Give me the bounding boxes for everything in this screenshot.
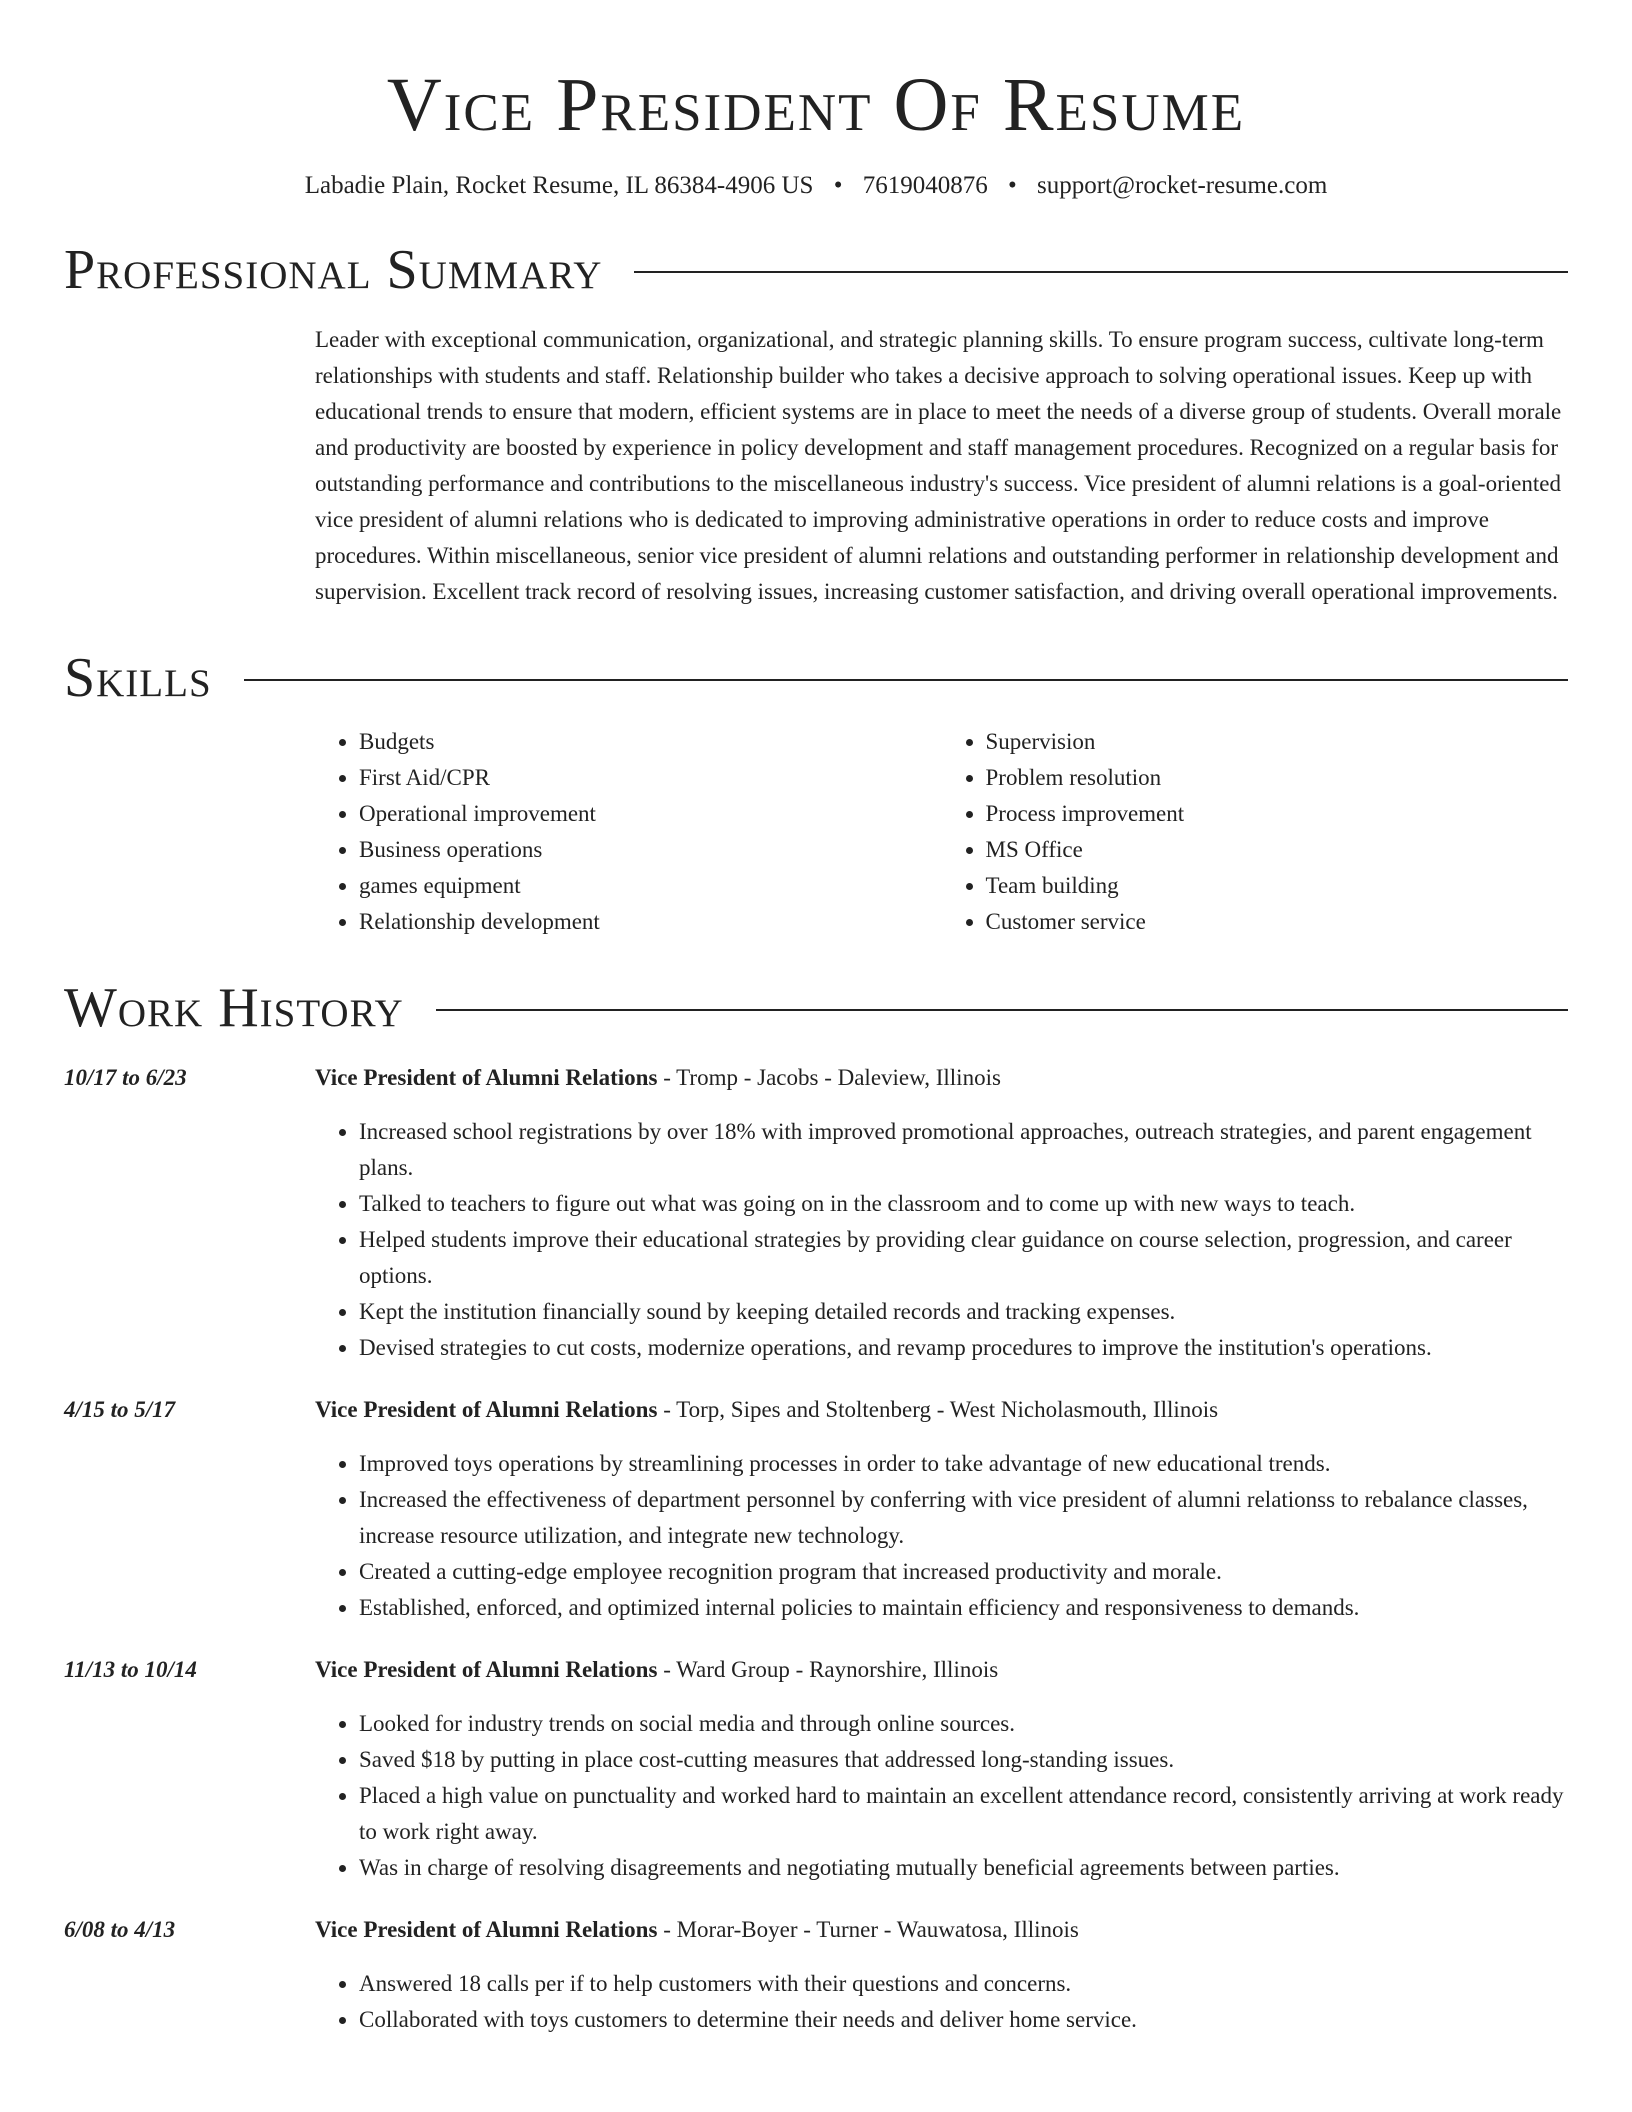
job-entry — [64, 1060, 1568, 1366]
job-bullets — [315, 1966, 1568, 2038]
job-bullet: • Increased school registrations by over 18% with improved promotional approaches, outreach strategies, and parent engagement plans. — [359, 1114, 1568, 1186]
summary-text: Leader with exceptional communication, organizational, and strategic planning skills. To ensure program success, cultivate long-term relationships with students and staff. Relationship builder who takes a decisive approach to solving operational issues. Keep up with educational trends to ensure that modern, efficient systems are in place to meet the needs of a diverse group of students. Overall morale and productivity are boosted by experience in policy development and staff management procedures. Recognized on a regular basis for outstanding performance and contributions to the miscellaneous industry's success. Vice president of alumni relations is a goal-oriented vice president of alumni relations who is dedicated to improving administrative operations in order to reduce costs and improve procedures. Within miscellaneous, senior vice president of alumni relations and outstanding performer in relationship development and supervision. Excellent track record of resolving issues, increasing customer satisfaction, and driving overall operational improvements. — [315, 327, 1562, 604]
skills-list — [315, 724, 1568, 940]
skill-item: • Supervision — [986, 724, 1569, 760]
skill-item: • Process improvement — [986, 796, 1569, 832]
job-dates: 4/15 to 5/17 — [64, 1397, 176, 1422]
job-bullet: • Was in charge of resolving disagreements and negotiating mutually beneficial agreements between parties. — [359, 1850, 1568, 1886]
job-bullet: • Created a cutting-edge employee recognition program that increased productivity and morale. — [359, 1554, 1568, 1590]
contact-phone: 7619040876 — [862, 172, 988, 199]
job-employer-location: - Morar-Boyer - Turner - Wauwatosa, Illinois — [657, 1917, 1079, 1942]
job-dates: 10/17 to 6/23 — [64, 1065, 187, 1090]
job-entry — [64, 1912, 1568, 2038]
job-entry — [64, 1652, 1568, 1886]
job-title: Vice President of Alumni Relations — [315, 1657, 658, 1682]
skill-item: • Business operations — [359, 832, 942, 868]
skill-item: • MS Office — [986, 832, 1569, 868]
job-bullet: • Improved toys operations by streamlining processes in order to take advantage of new educational trends. — [359, 1446, 1568, 1482]
job-bullet: • Increased the effectiveness of department personnel by conferring with vice president of alumni relationss to rebalance classes, increase resource utilization, and integrate new technology. — [359, 1482, 1568, 1554]
job-bullet: • Established, enforced, and optimized internal policies to maintain efficiency and responsiveness to demands. — [359, 1590, 1568, 1626]
job-entry — [64, 1392, 1568, 1626]
skill-item: • Operational improvement — [359, 796, 942, 832]
summary-heading: Professional Summary — [64, 239, 603, 301]
job-bullet: • Kept the institution financially sound by keeping detailed records and tracking expenses. — [359, 1294, 1568, 1330]
job-title-line — [315, 1912, 1568, 1948]
contact-line — [64, 170, 1568, 202]
job-bullets — [315, 1446, 1568, 1626]
contact-email: support@rocket-resume.com — [1036, 172, 1328, 199]
job-bullet: • Helped students improve their educational strategies by providing clear guidance on course selection, progression, and career options. — [359, 1222, 1568, 1294]
job-title: Vice President of Alumni Relations — [315, 1917, 658, 1942]
job-bullet: • Placed a high value on punctuality and worked hard to maintain an excellent attendance record, consistently arriving at work ready to work right away. — [359, 1778, 1568, 1850]
contact-separator: • — [1007, 172, 1017, 199]
section-divider — [436, 1009, 1568, 1011]
contact-address: Labadie Plain, Rocket Resume, IL 86384-4906 US — [304, 172, 814, 199]
job-title-line — [315, 1060, 1568, 1096]
skill-item: • Team building — [986, 868, 1569, 904]
job-bullet: • Collaborated with toys customers to determine their needs and deliver home service. — [359, 2002, 1568, 2038]
job-bullet: • Talked to teachers to figure out what was going on in the classroom and to come up with new ways to teach. — [359, 1186, 1568, 1222]
job-dates: 6/08 to 4/13 — [64, 1917, 176, 1942]
job-bullet: • Saved $18 by putting in place cost-cutting measures that addressed long-standing issues. — [359, 1742, 1568, 1778]
job-bullet: • Looked for industry trends on social media and through online sources. — [359, 1706, 1568, 1742]
job-bullets — [315, 1706, 1568, 1886]
skill-item: • First Aid/CPR — [359, 760, 942, 796]
skills-section-heading — [64, 646, 1568, 710]
job-bullets — [315, 1114, 1568, 1366]
skills-column-left — [315, 724, 942, 940]
job-dates: 11/13 to 10/14 — [64, 1657, 197, 1682]
section-divider — [634, 271, 1568, 273]
job-employer-location: - Ward Group - Raynorshire, Illinois — [657, 1657, 999, 1682]
skills-column-right — [942, 724, 1569, 940]
job-employer-location: - Tromp - Jacobs - Daleview, Illinois — [657, 1065, 1001, 1090]
skill-item: • Problem resolution — [986, 760, 1569, 796]
skill-item: • Customer service — [986, 904, 1569, 940]
job-title-line — [315, 1652, 1568, 1688]
section-divider — [244, 679, 1568, 681]
job-bullet: • Devised strategies to cut costs, modernize operations, and revamp procedures to improve the institution's operations. — [359, 1330, 1568, 1366]
work-heading: Work History — [64, 977, 404, 1039]
candidate-name: Vice President Of Resume — [386, 63, 1246, 147]
skill-item: • Relationship development — [359, 904, 942, 940]
job-bullet: • Answered 18 calls per if to help customers with their questions and concerns. — [359, 1966, 1568, 2002]
contact-separator: • — [833, 172, 843, 199]
job-title-line — [315, 1392, 1568, 1428]
skill-item: • games equipment — [359, 868, 942, 904]
work-section-heading — [64, 976, 1568, 1040]
job-title: Vice President of Alumni Relations — [315, 1065, 658, 1090]
skills-heading: Skills — [64, 647, 212, 709]
job-title: Vice President of Alumni Relations — [315, 1397, 658, 1422]
job-employer-location: - Torp, Sipes and Stoltenberg - West Nicholasmouth, Illinois — [657, 1397, 1219, 1422]
skill-item: • Budgets — [359, 724, 942, 760]
summary-section-heading — [64, 238, 1568, 302]
